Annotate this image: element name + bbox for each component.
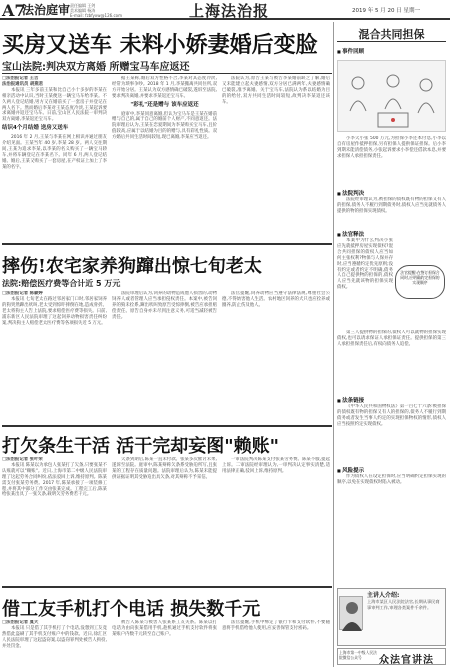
story3-headline[interactable]: 打欠条生干活 活干完却妄图"赖账" <box>2 436 280 457</box>
sidebar-heading-case: ■ 事件回顾 <box>337 47 364 55</box>
story2-column-1 <box>2 291 107 421</box>
story4-byline: □法治报记者 夏天 <box>2 620 39 625</box>
masthead <box>0 0 450 20</box>
sidebar-analysis-text-2: 第三人提供物的担保的,债权人可以就物的担保实现债权,也可以请求保证人承担保证责任。提供担保的第三人承担担保责任后,有权向债务人追偿。 <box>337 330 446 347</box>
sidebar-heading-tip: ■ 风险提示 <box>337 466 364 474</box>
story1-body-4: 法院认为,原告王某与被告李某婚前缺乏了解,婚后又未能建立起夫妻感情,双方分居已满两年,夫妻感情确已破裂,准予离婚。关于宝马车,法院认为系以结婚为目的的给付,双方共同生活时间较短,故判决李某返还该车。 <box>222 76 330 105</box>
sidebar-heading-ruling: ■ 法院判决 <box>337 189 364 197</box>
story4-headline[interactable]: 借工友手机打个电话 损失数千元 <box>2 599 261 620</box>
story1-headline[interactable]: 买房又送车 未料小娇妻婚后变脸 <box>2 32 318 58</box>
story2-column-2 <box>112 291 217 421</box>
story4-body-1: 本报讯 只是借了其手机打了个电话,没想到工友竟然借此盗刷了其手机支付账户中的钱款。近日,徐汇区人民法院审理了这起盗窃案,以盗窃罪判处被告人拘役,并处罚金。 <box>2 625 107 649</box>
page-number: A7 <box>2 1 26 20</box>
story3-byline: □法治报记者 张叶荣 <box>2 457 43 462</box>
story4-column-1 <box>2 620 107 666</box>
story4-body-3: 法官提醒,手机中绑定了银行卡和支付软件,不要随意将手机借给他人使用,应妥善保管支付密码。 <box>222 620 330 631</box>
story2-body-3: 法官提醒,饲养动物应当遵守法律法规,尊重社会公德,不得妨害他人生活。农村地区饲养的犬只也应拴养或圈养,防止伤及他人。 <box>222 291 330 308</box>
story4-column-3 <box>222 620 330 666</box>
story3-body-1: 本报讯 陈某以为承包人张某打了欠条,只要张某不认账就可以"赖账"。近日,上海市第二中级人民法院审理了这起劳务合同纠纷,依法驳回上诉,维持原判。陈某需支付张某劳务费。2017 年,陈某承接了一项装修工程,并将其中部分工作交由张某完成。工程完工后,陈某给张某出具了一张欠条,载明欠劳务费若干元。 <box>2 462 107 498</box>
newspaper-logo: 上海法治报 <box>189 2 270 20</box>
story3-column-3 <box>222 457 330 582</box>
story1-section-title: 结识4个月结婚 送房又送车 <box>2 125 69 132</box>
story3-column-2 <box>112 457 217 582</box>
story2-column-3 <box>222 291 330 421</box>
wechat-text: 上海市第一中级人民法院微信公众号 <box>339 650 377 660</box>
sidebar-ruling-text: 法院经审理认为,被担保的债权既有物的担保又有人的担保,债务人不履行到期债务时,债权人应当先就债务人提供的物的担保实现债权。 <box>337 197 446 214</box>
sidebar-title[interactable]: 混合共同担保 <box>358 28 425 41</box>
sidebar-tip-text: 作为债权人在设定担保时,应当明确约定担保实现的顺序,以免在实现债权时陷入被动。 <box>337 474 446 485</box>
story4-body-2: 被告人陈某与被害人张某系工友关系。陈某以打电话为由向张某借用手机,趁机通过手机支付软件将张某账户内数千元转至自己账户。 <box>112 620 217 637</box>
story3-body-3: 一审法院判决陈某支付张某劳务费。陈某不服,提起上诉。二审法院经审理认为,一审判决认定事实清楚,适用法律正确,驳回上诉,维持原判。 <box>222 457 330 474</box>
story1-byline: □法治报记者 王吉 法治报通讯员 胡燕君 <box>2 76 44 87</box>
story1-body-3: 庭审中,李某同意离婚,但认为宝马车是王某在婚前赠与自己的,属于自己的婚前个人财产,不同意返还。法院审理后认为,王某在恋爱期间为李某购买宝马车,且价值较高,应属于以结婚为目的的赠与,具有彩礼性质。双方婚后共同生活时间较短,现已离婚,李某应当返还。 <box>112 111 217 141</box>
sidebar-column <box>335 22 448 667</box>
sidebar-case-text: 小李欠小张 500 万元,为担保小李还本付息,小李以自有房屋作抵押担保,另有担保人提供保证担保。后小李到期未能清偿债务,小张起诉要求小李偿还借款本息,并要求担保人承担担保责任。 <box>337 136 446 159</box>
story2-body-2: 法院审理后认为,饲养的动物造成他人损害的,动物饲养人或者管理人应当承担侵权责任。本案中,被告饲养的狗未拴系,蹿出吠叫致原告受惊摔倒,被告应承担赔偿责任。原告自身亦未尽到注意义务,可适当减轻被告责任。 <box>112 291 217 320</box>
editor-credits: 责任编辑 王剑 美术编辑 杨涛 E-mail: fzbfyxw@126.com <box>70 3 122 18</box>
story2-subhead: 法院:赔偿医疗费等合计近 5 万元 <box>2 279 121 288</box>
sidebar-law-text: 《中华人民共和国物权法》第一百七十六条:被担保的债权既有物的担保又有人的担保的,债务人不履行到期债务或者发生当事人约定的实现担保物权的情形,债权人应当按照约定实现债权。 <box>337 404 446 427</box>
story1-body-1: 2016 年 2 月,王某与李某在网上相识并通过朋友介绍见面。王某当年 40 岁,李某 28 岁。两人交往期间,王某为追求李某,以李某的名义购买了一辆宝马轿车,并将车辆登记在李某名下。同年 6 月,两人登记结婚。婚后,王某又购买了一套房屋,在产权证上加上了李某的名字。 <box>2 135 107 170</box>
story1-section-title-2: "彩礼"还是赠与 该车应返还 <box>130 101 199 108</box>
judge-tip-callout: 法官提醒:在签订担保合同时,应明确约定担保的实现顺序 <box>395 265 445 299</box>
column-logo: 众法官讲法 <box>379 655 434 666</box>
host-text: 上海市某区人民法院法官,长期从事民商事审判工作,审理各类案件千余件。 <box>367 599 440 610</box>
story1-subhead: 宝山法院:判决双方离婚 所赠宝马车应返还 <box>2 62 190 73</box>
illustration-image <box>337 60 446 132</box>
story1-column-2 <box>112 76 217 240</box>
story4-column-2 <box>112 620 217 666</box>
host-portrait <box>339 596 363 630</box>
story1-lede: 本报讯 三年多前王某和比自己小十多岁的李某在相亲活动中认识,当时王某便送一辆宝马车给李某。不久两人登记结婚,男方又在婚前买了一套房子并登记在两人名下。然而婚后李某对王某态度冷淡,王某起诉要求离婚并返还宝马车。日前,宝山区人民法院一审判决双方离婚,李某返还宝马车。 <box>2 87 107 123</box>
story2-body-1: 本报讯 七旬老太在路过邻居家门口时,邻居家饲养的狗突然蹿出吠叫,老太受到惊吓摔倒在地,造成骨折。老太将狗主人告上法院,要求赔偿医疗费等损失。日前,浦东新区人民法院审理了这起饲养动物损害责任纠纷案,判决狗主人赔偿老太医疗费等各项损失近 5 万元。 <box>2 296 107 326</box>
host-title: 主讲人介绍: <box>367 592 400 599</box>
story3-column-1 <box>2 457 107 582</box>
issue-date: 2019 年 5 月 20 日 星期一 <box>352 8 420 14</box>
story3-body-2: 欠条到期后,陈某一直未付款。张某多次催讨未果,遂诉至法院。庭审中,陈某辩称欠条系受胁迫所写,且张某的工程存在质量问题。法院审理后认为,陈某未能提供证据证明其受胁迫出具欠条,对其辩称不予采信。 <box>112 457 217 480</box>
story1-column-1 <box>2 76 107 240</box>
sidebar-heading-law: ■ 法条链接 <box>337 396 364 404</box>
story2-headline[interactable]: 摔伤!农宅家养狗蹿出惊七旬老太 <box>2 256 262 277</box>
section-name: 法治庭审 <box>22 3 71 17</box>
story2-byline: □法治报记者 陈颖婷 <box>2 291 43 296</box>
sidebar-analysis-text: 本案中为什么判决小张应先就抵押房屋实现债权?混合共同担保的债权人应当如何主张权利?物保与人保并存时,应当遵循约定优先原则;没有约定或者约定不明确,债务人自己提供物的担保的,债权人应当先就该物的担保实现债权。 <box>337 238 393 291</box>
story1-column-3 <box>222 76 330 240</box>
story1-body-2: 据王某称,婚后双方性格不合,李某对其态度冷淡,经常为琐事争吵。2018 年 1 月,李某搬离共同住所,双方开始分居。王某认为双方感情确已破裂,遂诉至法院,要求判决离婚,并要求李某返还宝马车。 <box>112 76 217 99</box>
sidebar-heading-analysis: ■ 法官释法 <box>337 230 364 238</box>
